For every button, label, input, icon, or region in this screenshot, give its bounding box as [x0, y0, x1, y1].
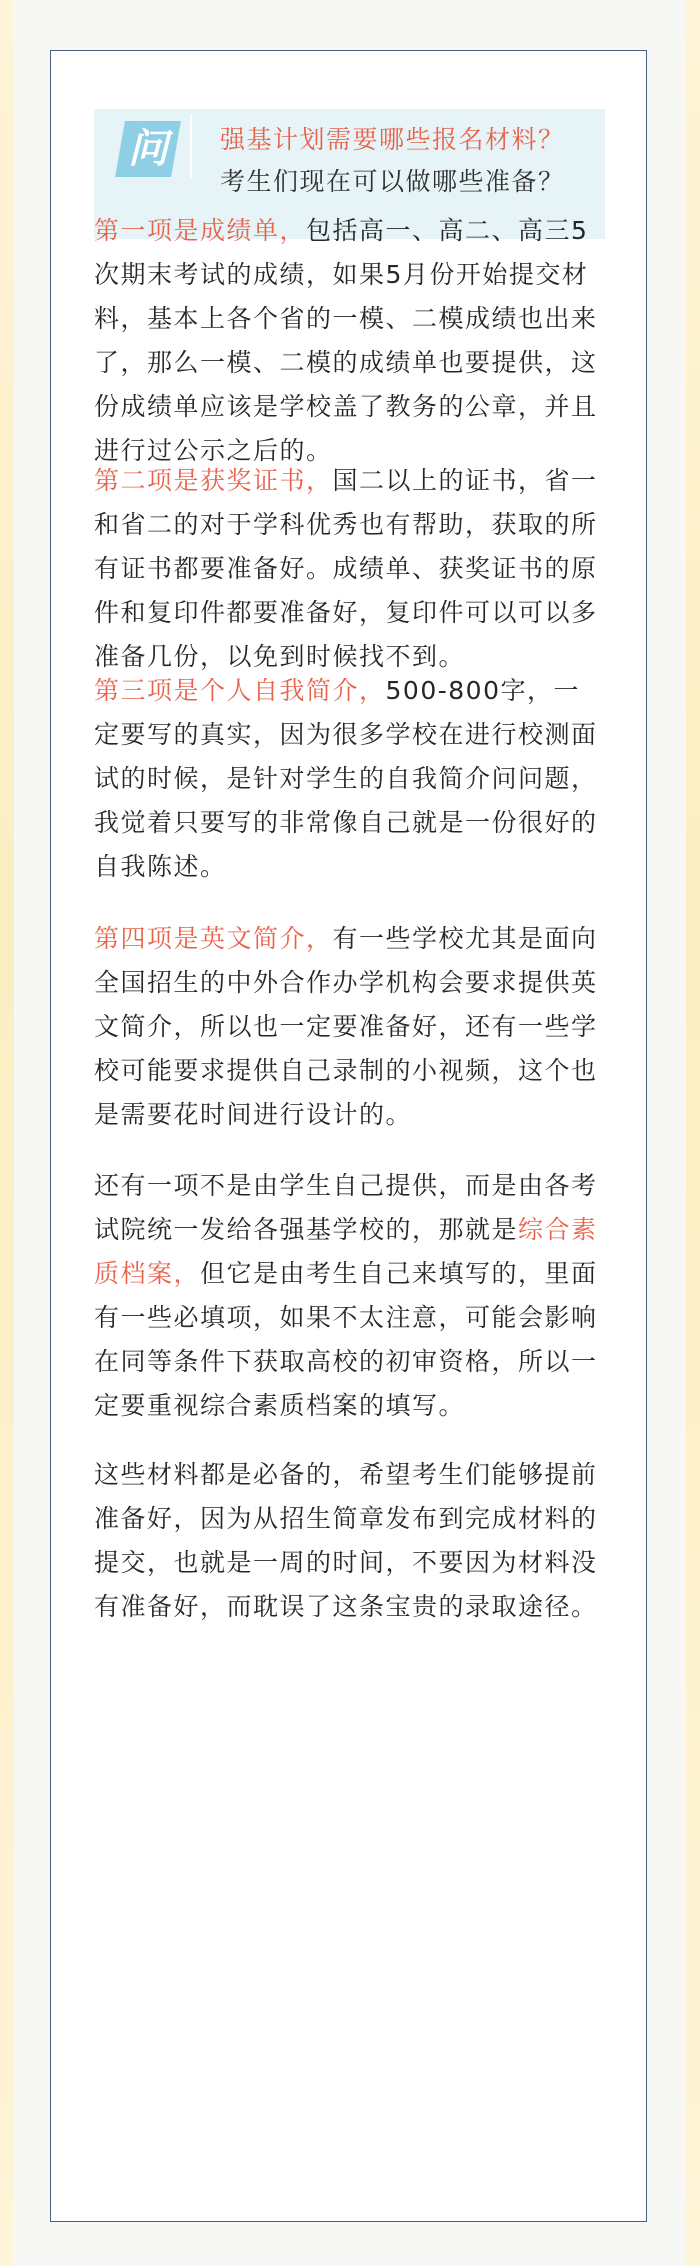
paragraph-lead: 第二项是获奖证书， [94, 466, 333, 495]
paragraph-highlight: 综合素质档案， [94, 1215, 598, 1288]
paragraph-self-intro [94, 669, 606, 889]
paragraph-conclusion [94, 1453, 606, 1629]
question-divider [190, 115, 192, 179]
article-card [50, 50, 647, 2222]
right-decorative-stripe [686, 0, 700, 2266]
question-title-rest: 考生们现在可以做哪些准备？ [220, 167, 565, 196]
paragraph-awards [94, 459, 606, 679]
paragraph-body-post: 但它是由考生自己来填写的，里面有一些必填项，如果不太注意，可能会影响在同等条件下获取高校的初审资格，所以一定要重视综合素质档案的填写。 [94, 1259, 598, 1420]
question-badge [115, 121, 181, 177]
paragraph-body: 国二以上的证书，省一和省二的对于学科优秀也有帮助，获取的所有证书都要准备好。成绩单、获奖证书的原件和复印件都要准备好，复印件可以可以多准备几份，以免到时候找不到。 [94, 466, 598, 671]
paragraph-body: 500-800字，一定要写的真实，因为很多学校在进行校测面试的时候，是针对学生的自我简介问问题，我觉着只要写的非常像自己就是一份很好的自我陈述。 [94, 676, 598, 881]
paragraph-lead: 第四项是英文简介， [94, 924, 333, 953]
paragraph-portfolio [94, 1164, 606, 1428]
paragraph-lead: 第三项是个人自我简介， [94, 676, 386, 705]
question-badge-char: 问 [128, 126, 168, 172]
paragraph-lead: 第一项是成绩单， [94, 216, 307, 245]
paragraph-body: 这些材料都是必备的，希望考生们能够提前准备好，因为从招生简章发布到完成材料的提交，也就是一周的时间，不要因为材料没有准备好，而耽误了这条宝贵的录取途径。 [94, 1460, 598, 1621]
paragraph-english-intro [94, 917, 606, 1137]
question-title-highlight: 强基计划需要哪些报名材料？ [220, 125, 565, 154]
question-title [220, 119, 590, 203]
paragraph-body-pre: 还有一项不是由学生自己提供，而是由各考试院统一发给各强基学校的，那就是 [94, 1171, 598, 1244]
paragraph-body: 有一些学校尤其是面向全国招生的中外合作办学机构会要求提供英文简介，所以也一定要准备好，还有一些学校可能要求提供自己录制的小视频，这个也是需要花时间进行设计的。 [94, 924, 598, 1129]
paragraph-transcript [94, 209, 606, 473]
left-decorative-stripe [0, 0, 14, 2266]
paragraph-body: 包括高一、高二、高三5次期末考试的成绩，如果5月份开始提交材料，基本上各个省的一模、二模成绩也出来了，那么一模、二模的成绩单也要提供，这份成绩单应该是学校盖了教务的公章，并且进行过公示之后的。 [94, 216, 598, 465]
